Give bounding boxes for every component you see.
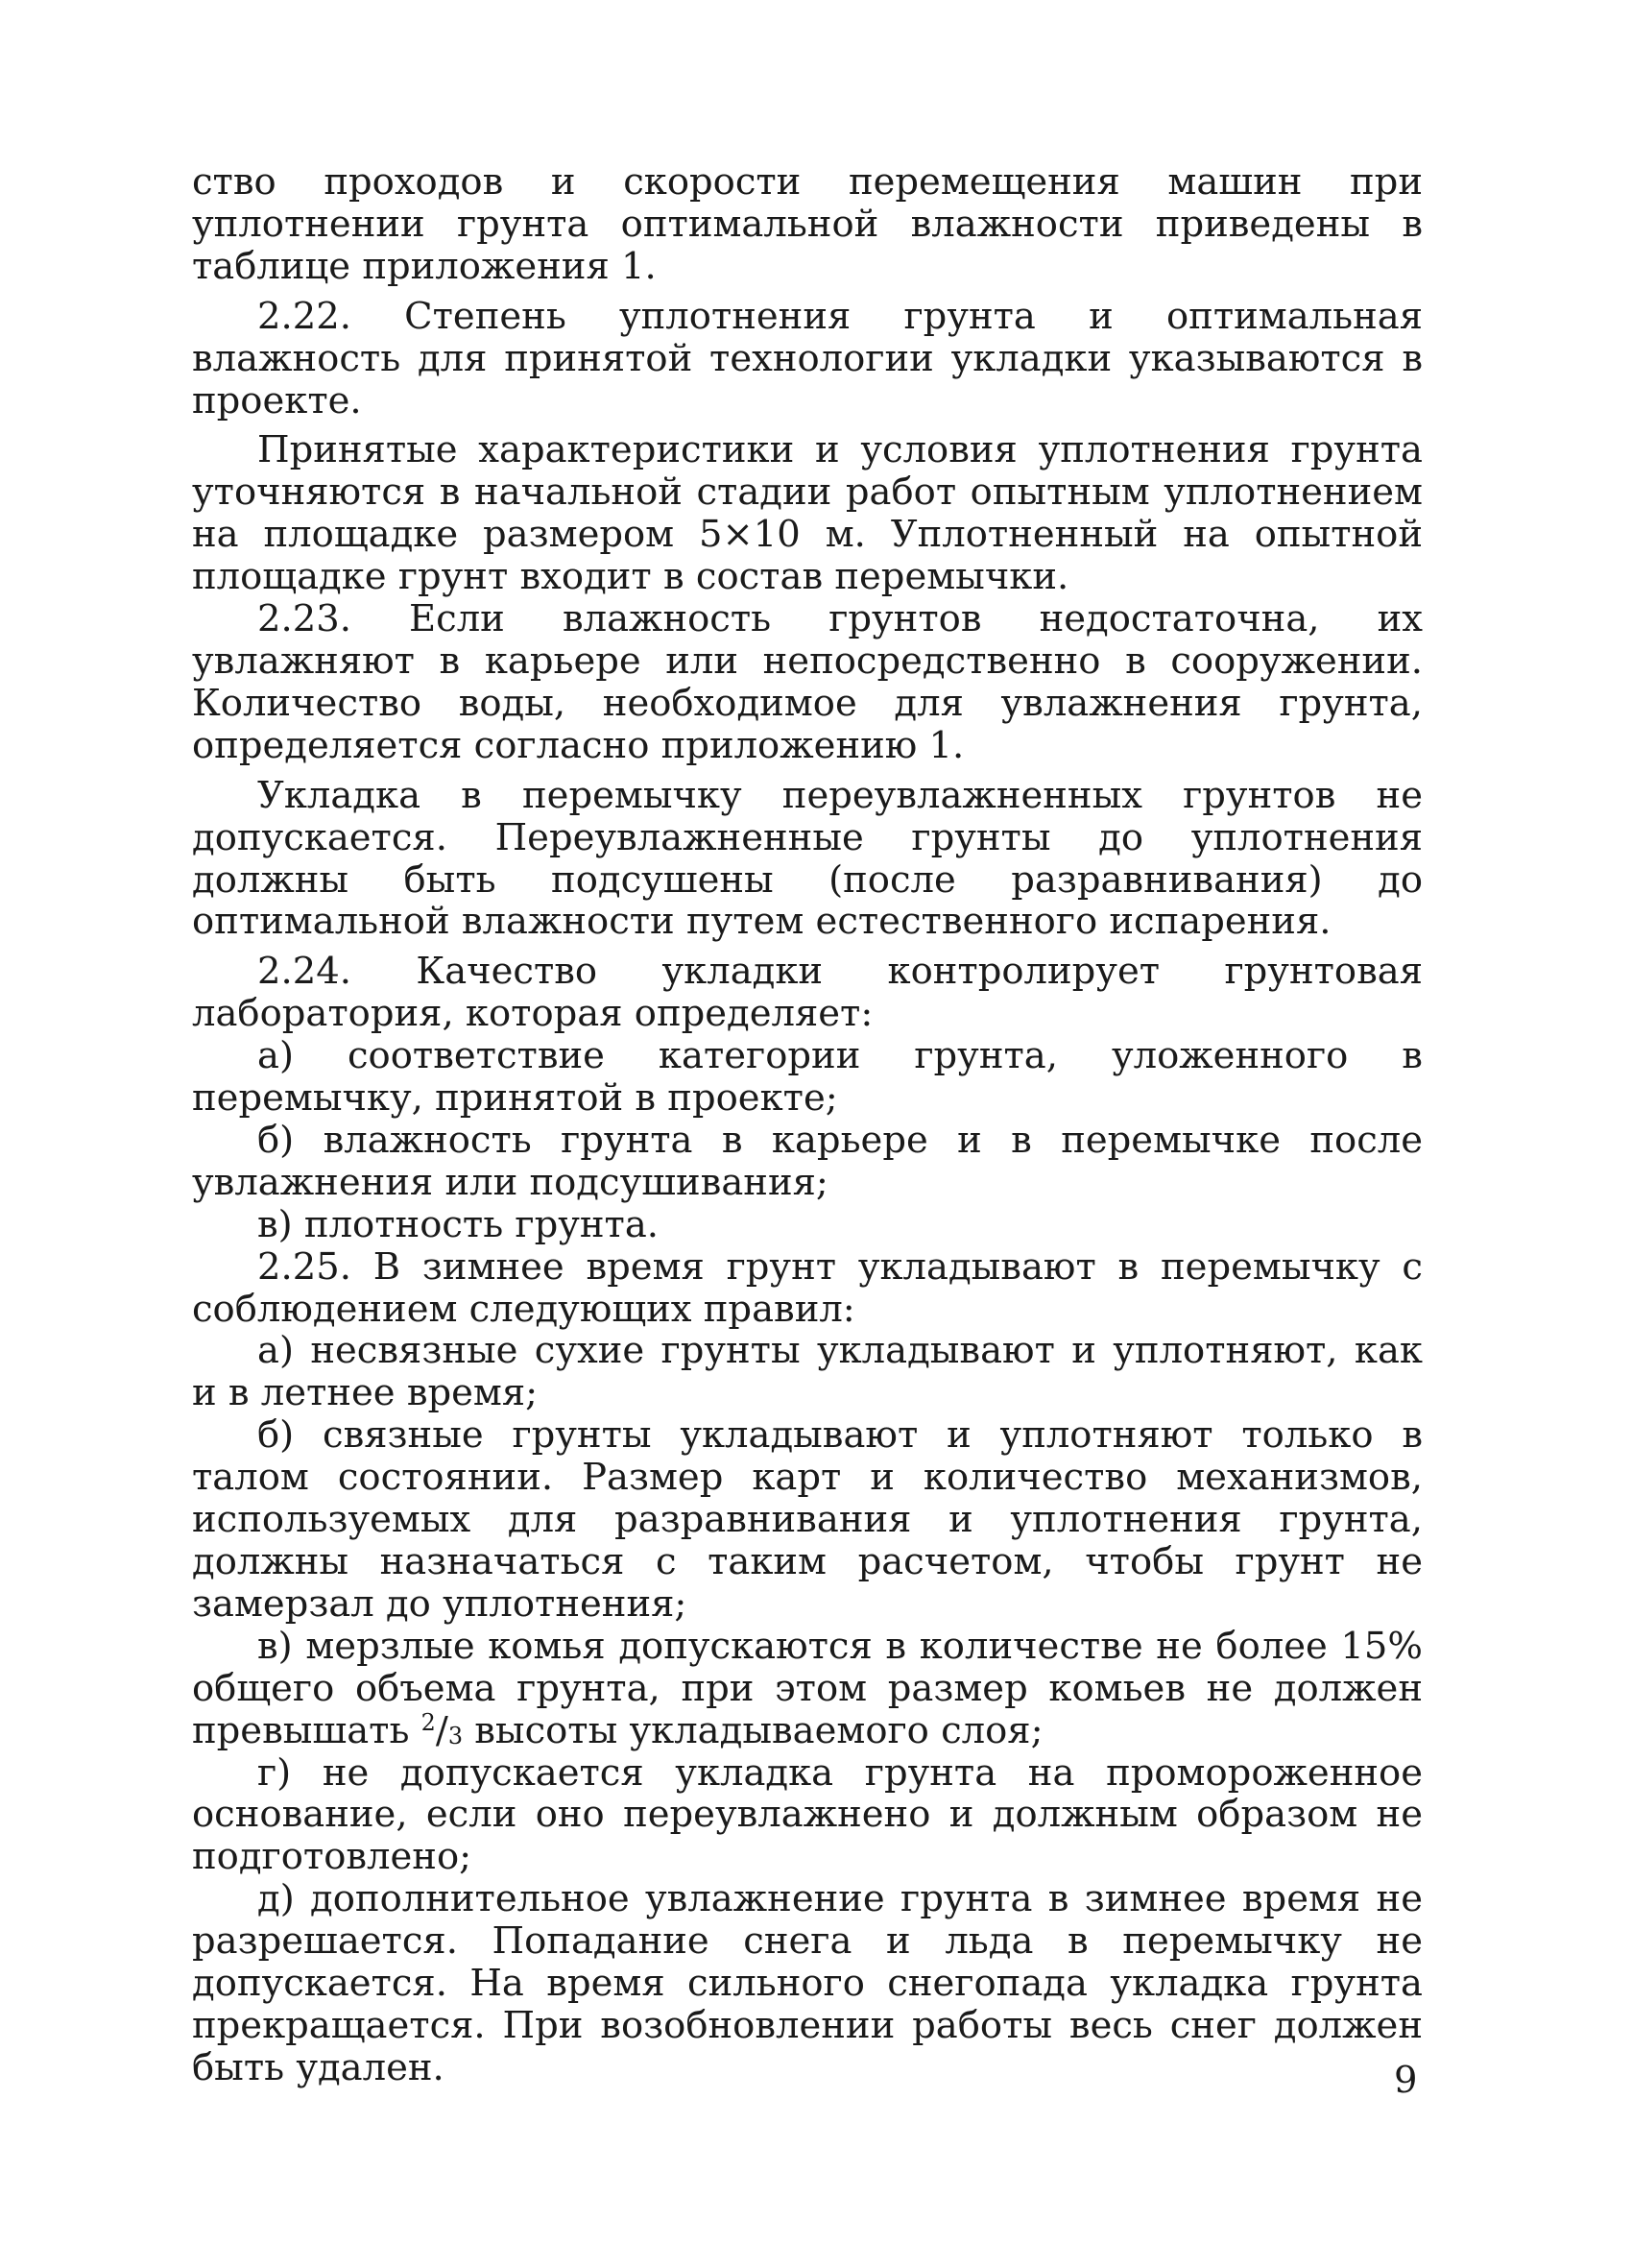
list-item-2-25-a: а) несвязные сухие грунты укладывают и уплотняют, как и в летнее время; <box>192 1329 1423 1415</box>
fraction-numerator: 2 <box>420 1708 436 1736</box>
fraction-denominator: 3 <box>447 1722 464 1749</box>
list-item-2-25-v: в) мерзлые комья допускаются в количестве не более 15% общего объема грунта, при этом размер комьев не должен превышать $^2/_3$ высоты укладываемого слоя; <box>192 1624 1423 1752</box>
list-item-2-24-a: а) соответствие категории грунта, уложенного в перемычку, принятой в проекте; <box>192 1034 1423 1121</box>
paragraph-2-25: 2.25. В зимнее время грунт укладывают в перемычку с соблюдением следующих правил: <box>192 1244 1423 1331</box>
paragraph-2-22: 2.22. Степень уплотнения грунта и оптимальная влажность для принятой технологии укладки указываются в проекте. <box>192 294 1423 422</box>
page-number: 9 <box>1394 2059 1418 2102</box>
list-item-2-25-d: д) дополнительное увлажнение грунта в зимнее время не разрешается. Попадание снега и льда в перемычку не допускается. На время сильного снегопада укладка грунта прекращается. При возобновлении работы весь снег должен быть удален. <box>192 1877 1423 2089</box>
list-item-2-25-g: г) не допускается укладка грунта на промороженное основание, если оно переувлажнено и должным образом не подготовлено; <box>192 1750 1423 1879</box>
list-item-2-24-v: в) плотность грунта. <box>257 1202 660 1246</box>
paragraph-2-24: 2.24. Качество укладки контролирует грунтовая лаборатория, которая определяет: <box>192 950 1423 1036</box>
list-item-2-25-b: б) связные грунты укладывают и уплотняют только в талом состоянии. Размер карт и количество механизмов, используемых для разравнивания и уплотнения грунта, должны назначаться с таким расчетом, чтобы грунт не замерзал до уплотнения; <box>192 1413 1423 1626</box>
paragraph-test-compaction: Принятые характеристики и условия уплотнения грунта уточняются в начальной стадии работ опытным уплотнением на площадке размером 5×10 м. Уплотненный на опытной площадке грунт входит в состав перемычки. <box>192 428 1423 599</box>
document-page <box>192 161 1423 2089</box>
list-item-2-24-b: б) влажность грунта в карьере и в перемычке после увлажнения или подсушивания; <box>192 1118 1423 1204</box>
list-item-2-25-v-text-before: в) мерзлые комья допускаются в количестве не более 15% общего объема грунта, при этом размер комьев не должен превышать <box>192 1624 1423 1752</box>
paragraph-overwetted-soils: Укладка в перемычку переувлажненных грунтов не допускается. Переувлажненные грунты до уплотнения должны быть подсушены (после разравнивания) до оптимальной влажности путем естественного испарения. <box>192 773 1423 944</box>
paragraph-2-23: 2.23. Если влажность грунтов недостаточна, их увлажняют в карьере или непосредственно в сооружении. Количество воды, необходимое для увлажнения грунта, определяется согласно приложению 1. <box>192 597 1423 767</box>
list-item-2-25-v-text-after: высоты укладываемого слоя; <box>463 1708 1044 1752</box>
paragraph-continuation: ство проходов и скорости перемещения машин при уплотнении грунта оптимальной влажности приведены в таблице приложения 1. <box>192 160 1423 288</box>
